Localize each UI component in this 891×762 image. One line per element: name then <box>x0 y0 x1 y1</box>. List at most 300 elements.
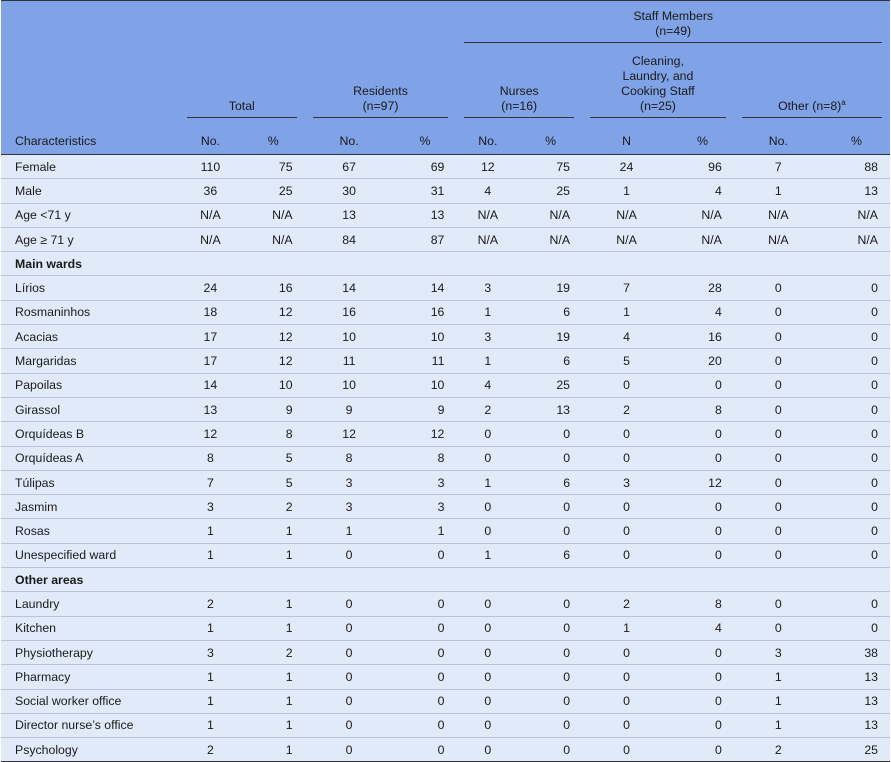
table-cell: 0 <box>823 349 890 373</box>
header-row-1 <box>1 1 890 48</box>
table-cell: 2 <box>179 592 242 616</box>
table-row <box>1 373 890 397</box>
table-cell: 1 <box>179 519 242 543</box>
row-label: Girassol <box>1 397 179 421</box>
nurses-label: Nurses <box>499 84 539 98</box>
table-row <box>1 325 890 349</box>
residents-rule <box>313 117 449 118</box>
section-row <box>1 568 890 592</box>
residents-label: Residents <box>353 84 408 98</box>
table-cell: 0 <box>394 665 457 689</box>
table-cell: 0 <box>734 543 823 567</box>
sub-header: No. <box>456 121 519 155</box>
table-cell: 0 <box>582 446 671 470</box>
other-header <box>734 47 890 121</box>
table-cell: 1 <box>242 738 305 762</box>
table-cell: 20 <box>671 349 734 373</box>
table-cell: 1 <box>179 713 242 737</box>
table-cell: 12 <box>179 422 242 446</box>
table-cell: 9 <box>242 397 305 421</box>
table-cell: 1 <box>242 543 305 567</box>
table-cell: N/A <box>242 227 305 251</box>
row-label: Papoilas <box>1 373 179 397</box>
table-cell: 3 <box>394 495 457 519</box>
table-cell: 1 <box>734 665 823 689</box>
table-cell: 0 <box>305 543 394 567</box>
cleaning-label-1: Cleaning, <box>631 54 684 68</box>
table-row <box>1 543 890 567</box>
table-cell: 0 <box>456 519 519 543</box>
table-cell: 0 <box>671 738 734 762</box>
row-label: Acacias <box>1 325 179 349</box>
table-cell: 0 <box>734 592 823 616</box>
table-cell: 24 <box>179 276 242 300</box>
characteristics-table <box>1 0 890 762</box>
row-label: Rosmaninhos <box>1 300 179 324</box>
table-cell: 0 <box>305 616 394 640</box>
table-cell: 10 <box>394 325 457 349</box>
sub-header: N <box>582 121 671 155</box>
row-label: Male <box>1 179 179 203</box>
cleaning-label-3: Cooking Staff <box>621 84 695 98</box>
table-cell: 12 <box>456 155 519 179</box>
table-cell: 14 <box>305 276 394 300</box>
table-cell: 0 <box>456 616 519 640</box>
table-cell: N/A <box>456 203 519 227</box>
table-cell: 0 <box>823 373 890 397</box>
table-cell: 0 <box>394 738 457 762</box>
table-cell: 1 <box>242 713 305 737</box>
table-cell: 3 <box>394 470 457 494</box>
table-cell: 0 <box>519 738 582 762</box>
table-cell: 0 <box>734 300 823 324</box>
table-body <box>1 155 890 762</box>
table-cell: 10 <box>305 325 394 349</box>
table-cell: 1 <box>582 179 671 203</box>
table-cell: 1 <box>179 665 242 689</box>
table-cell: 6 <box>519 543 582 567</box>
table-cell: N/A <box>519 227 582 251</box>
residents-header <box>305 47 457 121</box>
table-cell: 11 <box>305 349 394 373</box>
table-cell: 0 <box>823 592 890 616</box>
other-label: Other (n=8) <box>778 99 842 113</box>
section-row <box>1 252 890 276</box>
table-cell: 1 <box>242 616 305 640</box>
table-cell: 0 <box>734 325 823 349</box>
table-cell: 4 <box>582 325 671 349</box>
staff-members-rule <box>464 42 882 43</box>
row-label: Director nurse’s office <box>1 713 179 737</box>
table-cell: 3 <box>456 276 519 300</box>
table-row <box>1 519 890 543</box>
table-cell: 25 <box>823 738 890 762</box>
total-label: Total <box>228 99 255 113</box>
table-cell: 6 <box>519 470 582 494</box>
table-cell: 0 <box>456 738 519 762</box>
table-cell: 0 <box>671 373 734 397</box>
table-cell: 1 <box>179 689 242 713</box>
table-row <box>1 713 890 737</box>
table-cell: N/A <box>179 227 242 251</box>
table-cell: 1 <box>179 543 242 567</box>
table-cell: 0 <box>519 689 582 713</box>
table-cell: 31 <box>394 179 457 203</box>
residents-n: (n=97) <box>362 99 399 113</box>
table-cell: 0 <box>394 592 457 616</box>
header-row-3 <box>1 121 890 155</box>
table-cell: 0 <box>734 495 823 519</box>
table-cell: 0 <box>734 373 823 397</box>
sub-header: % <box>519 121 582 155</box>
table-cell: 1 <box>179 616 242 640</box>
table-cell: 0 <box>671 713 734 737</box>
table-cell: 14 <box>179 373 242 397</box>
table-cell: 8 <box>394 446 457 470</box>
table-cell: 14 <box>394 276 457 300</box>
table-cell: 0 <box>519 495 582 519</box>
table-cell: 0 <box>582 665 671 689</box>
table-cell: 0 <box>671 519 734 543</box>
table-cell: 25 <box>519 179 582 203</box>
table-cell: 17 <box>179 325 242 349</box>
table-cell: 88 <box>823 155 890 179</box>
table-cell: 0 <box>734 349 823 373</box>
table-cell: 8 <box>305 446 394 470</box>
table-cell: 2 <box>242 640 305 664</box>
table-cell: 38 <box>823 640 890 664</box>
cleaning-header <box>582 47 734 121</box>
section-label: Other areas <box>1 568 890 592</box>
table-cell: 8 <box>671 592 734 616</box>
table-cell: 0 <box>305 592 394 616</box>
table-cell: 6 <box>519 349 582 373</box>
row-label: Lírios <box>1 276 179 300</box>
table-cell: 75 <box>519 155 582 179</box>
table-cell: 0 <box>456 689 519 713</box>
table-cell: 0 <box>456 592 519 616</box>
table-cell: 1 <box>242 689 305 713</box>
table-cell: 0 <box>823 470 890 494</box>
table-cell: 2 <box>582 592 671 616</box>
table-cell: 13 <box>179 397 242 421</box>
table-cell: 0 <box>519 640 582 664</box>
table-cell: 0 <box>456 640 519 664</box>
table-cell: 1 <box>582 300 671 324</box>
table-cell: 17 <box>179 349 242 373</box>
table-cell: 67 <box>305 155 394 179</box>
table-cell: 13 <box>519 397 582 421</box>
table-cell: 84 <box>305 227 394 251</box>
table-cell: 1 <box>242 665 305 689</box>
cleaning-label-2: Laundry, and <box>622 69 694 83</box>
table-cell: 0 <box>582 738 671 762</box>
table-cell: N/A <box>582 227 671 251</box>
table-row <box>1 227 890 251</box>
table-cell: 0 <box>582 713 671 737</box>
table-cell: 16 <box>671 325 734 349</box>
table-row <box>1 155 890 179</box>
section-label: Main wards <box>1 252 890 276</box>
table-cell: N/A <box>179 203 242 227</box>
table-cell: 25 <box>242 179 305 203</box>
table-cell: 0 <box>305 689 394 713</box>
sub-header: No. <box>734 121 823 155</box>
nurses-header <box>456 47 582 121</box>
table-cell: 2 <box>179 738 242 762</box>
table-cell: 5 <box>582 349 671 373</box>
table-cell: 0 <box>456 446 519 470</box>
staff-members-n: (n=49) <box>655 24 692 38</box>
table-cell: 0 <box>305 640 394 664</box>
table-cell: 10 <box>242 373 305 397</box>
staff-members-header <box>456 1 890 48</box>
table-row <box>1 665 890 689</box>
table-cell: 0 <box>823 325 890 349</box>
other-label-wrap <box>738 95 886 114</box>
table-cell: 0 <box>519 665 582 689</box>
table-cell: 1 <box>305 519 394 543</box>
table-cell: 0 <box>582 373 671 397</box>
table-cell: 2 <box>582 397 671 421</box>
row-label: Margaridas <box>1 349 179 373</box>
table-cell: N/A <box>734 227 823 251</box>
cleaning-n: (n=25) <box>639 99 676 113</box>
table-cell: 0 <box>305 713 394 737</box>
table-cell: 0 <box>519 519 582 543</box>
table-cell: 0 <box>305 738 394 762</box>
row-label: Unespecified ward <box>1 543 179 567</box>
table-cell: 25 <box>519 373 582 397</box>
table-cell: 0 <box>823 446 890 470</box>
table-cell: 12 <box>305 422 394 446</box>
table-cell: 1 <box>242 592 305 616</box>
table-cell: 10 <box>305 373 394 397</box>
table-cell: N/A <box>582 203 671 227</box>
table-cell: 2 <box>242 495 305 519</box>
staff-members-label: Staff Members <box>633 9 714 23</box>
table-cell: 0 <box>823 543 890 567</box>
sub-header: % <box>671 121 734 155</box>
table-cell: 0 <box>823 616 890 640</box>
table-cell: 0 <box>823 300 890 324</box>
table-cell: 0 <box>671 689 734 713</box>
table-cell: 0 <box>671 422 734 446</box>
table-cell: 1 <box>456 470 519 494</box>
row-label: Psychology <box>1 738 179 762</box>
table-row <box>1 397 890 421</box>
table-row <box>1 592 890 616</box>
table-cell: 0 <box>671 665 734 689</box>
table-cell: 4 <box>456 373 519 397</box>
table-cell: 3 <box>582 470 671 494</box>
table-row <box>1 300 890 324</box>
table-row <box>1 179 890 203</box>
table-cell: 0 <box>305 665 394 689</box>
table-row <box>1 616 890 640</box>
sub-header: % <box>823 121 890 155</box>
table-cell: 28 <box>671 276 734 300</box>
table-cell: 0 <box>394 640 457 664</box>
table-cell: 87 <box>394 227 457 251</box>
table-cell: 3 <box>179 640 242 664</box>
sub-header: % <box>394 121 457 155</box>
table-cell: 0 <box>671 446 734 470</box>
table-cell: 1 <box>734 713 823 737</box>
table-cell: 0 <box>671 543 734 567</box>
table-cell: 0 <box>734 519 823 543</box>
table-row <box>1 689 890 713</box>
table-cell: 9 <box>394 397 457 421</box>
table-cell: 4 <box>671 300 734 324</box>
table-cell: 2 <box>734 738 823 762</box>
table-cell: 11 <box>394 349 457 373</box>
row-label: Female <box>1 155 179 179</box>
table-cell: 0 <box>823 495 890 519</box>
table-row <box>1 203 890 227</box>
table-cell: 0 <box>582 422 671 446</box>
table-cell: 0 <box>456 495 519 519</box>
table-cell: 0 <box>582 640 671 664</box>
table-cell: 0 <box>456 713 519 737</box>
table-cell: 0 <box>519 616 582 640</box>
table-cell: 96 <box>671 155 734 179</box>
table-cell: 110 <box>179 155 242 179</box>
table-cell: 1 <box>394 519 457 543</box>
table-cell: 13 <box>823 665 890 689</box>
row-label: Pharmacy <box>1 665 179 689</box>
table-cell: 7 <box>734 155 823 179</box>
sub-header: % <box>242 121 305 155</box>
table-cell: N/A <box>519 203 582 227</box>
table-cell: 0 <box>394 543 457 567</box>
row-label: Laundry <box>1 592 179 616</box>
table-cell: 0 <box>394 689 457 713</box>
table-cell: 5 <box>242 470 305 494</box>
other-rule <box>742 117 882 118</box>
other-footnote-marker: a <box>841 97 846 107</box>
table-cell: 0 <box>671 495 734 519</box>
table-cell: N/A <box>242 203 305 227</box>
table-cell: 75 <box>242 155 305 179</box>
table-cell: 3 <box>305 470 394 494</box>
table-cell: 8 <box>242 422 305 446</box>
table-cell: N/A <box>734 203 823 227</box>
table-cell: 5 <box>242 446 305 470</box>
table-row <box>1 276 890 300</box>
table-cell: 19 <box>519 276 582 300</box>
row-label: Social worker office <box>1 689 179 713</box>
table-cell: 12 <box>242 300 305 324</box>
nurses-rule <box>464 117 574 118</box>
table-cell: 24 <box>582 155 671 179</box>
table-cell: 8 <box>671 397 734 421</box>
table-cell: 3 <box>305 495 394 519</box>
total-header <box>179 47 305 121</box>
table-cell: 4 <box>671 616 734 640</box>
table-row <box>1 422 890 446</box>
table-cell: 0 <box>519 592 582 616</box>
sub-header: No. <box>305 121 394 155</box>
table-cell: 0 <box>519 422 582 446</box>
table-cell: N/A <box>671 227 734 251</box>
table-cell: 3 <box>456 325 519 349</box>
table-cell: 16 <box>242 276 305 300</box>
row-label: Túlipas <box>1 470 179 494</box>
table-cell: 13 <box>823 689 890 713</box>
table-cell: 0 <box>582 689 671 713</box>
table-cell: N/A <box>671 203 734 227</box>
table-cell: 12 <box>242 349 305 373</box>
row-label: Orquídeas A <box>1 446 179 470</box>
cleaning-rule <box>590 117 726 118</box>
table-cell: N/A <box>456 227 519 251</box>
table-cell: 19 <box>519 325 582 349</box>
table-cell: 13 <box>823 179 890 203</box>
table-cell: 0 <box>394 616 457 640</box>
table-cell: 1 <box>456 349 519 373</box>
table-row <box>1 495 890 519</box>
table-cell: 4 <box>456 179 519 203</box>
table-row <box>1 470 890 494</box>
total-rule <box>187 117 297 118</box>
table-cell: 1 <box>734 179 823 203</box>
row-label: Kitchen <box>1 616 179 640</box>
table-cell: 0 <box>456 665 519 689</box>
table-cell: 13 <box>305 203 394 227</box>
table-cell: 0 <box>734 276 823 300</box>
table-cell: 0 <box>823 422 890 446</box>
table-cell: 1 <box>582 616 671 640</box>
table-cell: 0 <box>734 616 823 640</box>
table-row <box>1 349 890 373</box>
table-cell: 18 <box>179 300 242 324</box>
table-cell: 0 <box>823 519 890 543</box>
table-cell: N/A <box>823 227 890 251</box>
table-cell: 12 <box>242 325 305 349</box>
sub-header: No. <box>179 121 242 155</box>
table-cell: 0 <box>456 422 519 446</box>
table-cell: 13 <box>394 203 457 227</box>
table-cell: 12 <box>671 470 734 494</box>
table-cell: 16 <box>305 300 394 324</box>
table-cell: 36 <box>179 179 242 203</box>
table-cell: 16 <box>394 300 457 324</box>
table-row <box>1 640 890 664</box>
table-cell: 1 <box>734 689 823 713</box>
table-cell: 0 <box>734 397 823 421</box>
table-cell: 13 <box>823 713 890 737</box>
table-cell: 0 <box>734 422 823 446</box>
table-row <box>1 446 890 470</box>
row-label: Rosas <box>1 519 179 543</box>
table-cell: 1 <box>456 300 519 324</box>
nurses-n: (n=16) <box>501 99 538 113</box>
table-cell: 12 <box>394 422 457 446</box>
table-cell: 0 <box>582 519 671 543</box>
row-label: Physiotherapy <box>1 640 179 664</box>
table-cell: 0 <box>519 713 582 737</box>
table-cell: 9 <box>305 397 394 421</box>
characteristics-header: Characteristics <box>1 121 179 155</box>
row-label: Age ≥ 71 y <box>1 227 179 251</box>
table-cell: 2 <box>456 397 519 421</box>
table-cell: 69 <box>394 155 457 179</box>
table-cell: 0 <box>582 543 671 567</box>
table-cell: 3 <box>179 495 242 519</box>
table-cell: 4 <box>671 179 734 203</box>
table-cell: 0 <box>734 470 823 494</box>
